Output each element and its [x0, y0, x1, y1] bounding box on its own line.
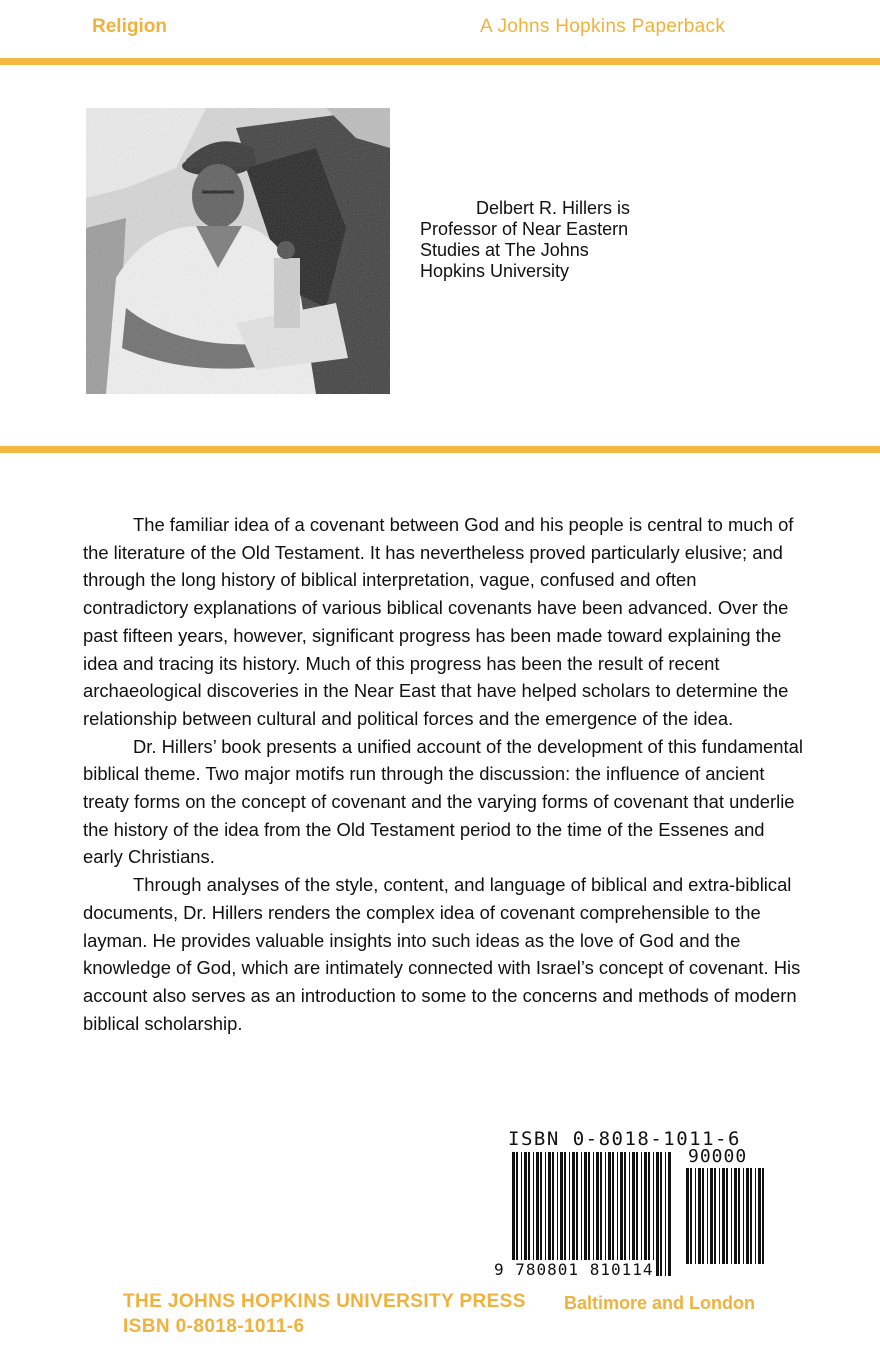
barcode-addon-digits: 90000 [688, 1146, 748, 1167]
category-label: Religion [92, 16, 167, 37]
bio-line-2: Professor of Near Eastern [420, 219, 629, 239]
barcode [494, 1126, 770, 1286]
barcode-ean-digits: 9 780801 810114 [494, 1260, 654, 1279]
description-paragraph-2: Dr. Hillers’ book presents a unified account of the development of this fundamental biblical theme. Two major motifs run through the discussion: the influence of ancient treaty forms on the concept of covenant and the varying forms of covenant that underlie the history of the idea from the Old Testament period to the time of the Essenes and early Christians. [83, 735, 803, 868]
top-divider [0, 58, 880, 65]
author-photo [86, 108, 390, 394]
middle-divider [0, 446, 880, 453]
barcode-isbn-text: ISBN 0-8018-1011-6 [508, 1128, 741, 1150]
bio-line-1: Delbert R. Hillers is [476, 198, 631, 218]
series-label: A Johns Hopkins Paperback [480, 16, 726, 37]
publisher-name: THE JOHNS HOPKINS UNIVERSITY PRESS [123, 1291, 526, 1312]
bio-line-4: Hopkins University [420, 261, 570, 281]
footer-isbn: ISBN 0-8018-1011-6 [123, 1316, 305, 1337]
description-text [83, 511, 803, 1037]
description-paragraph-1: The familiar idea of a covenant between God and his people is central to much of the literature of the Old Testament. It has nevertheless proved particularly elusive; and through the long history of biblical interpretation, vague, confused and often contradictory explanations of various biblical covenants have been advanced. Over the past fifteen years, however, significant progress has been made toward explaining the idea and tracing its history. Much of this progress has been the result of recent archaeological discoveries in the Near East that have helped scholars to determine the relationship between cultural and political forces and the emergence of the idea. [83, 514, 794, 729]
author-bio [420, 198, 720, 282]
publisher-location: Baltimore and London [564, 1293, 755, 1313]
bio-line-3: Studies at The Johns [420, 240, 589, 260]
description-paragraph-3: Through analyses of the style, content, and language of biblical and extra-biblical documents, Dr. Hillers renders the complex idea of covenant comprehensible to the layman. He provides valuable insights into such ideas as the love of God and the knowledge of God, which are intimately connected with Israel’s concept of covenant. His account also serves as an introduction to some to the concerns and methods of modern biblical scholarship. [83, 874, 801, 1034]
